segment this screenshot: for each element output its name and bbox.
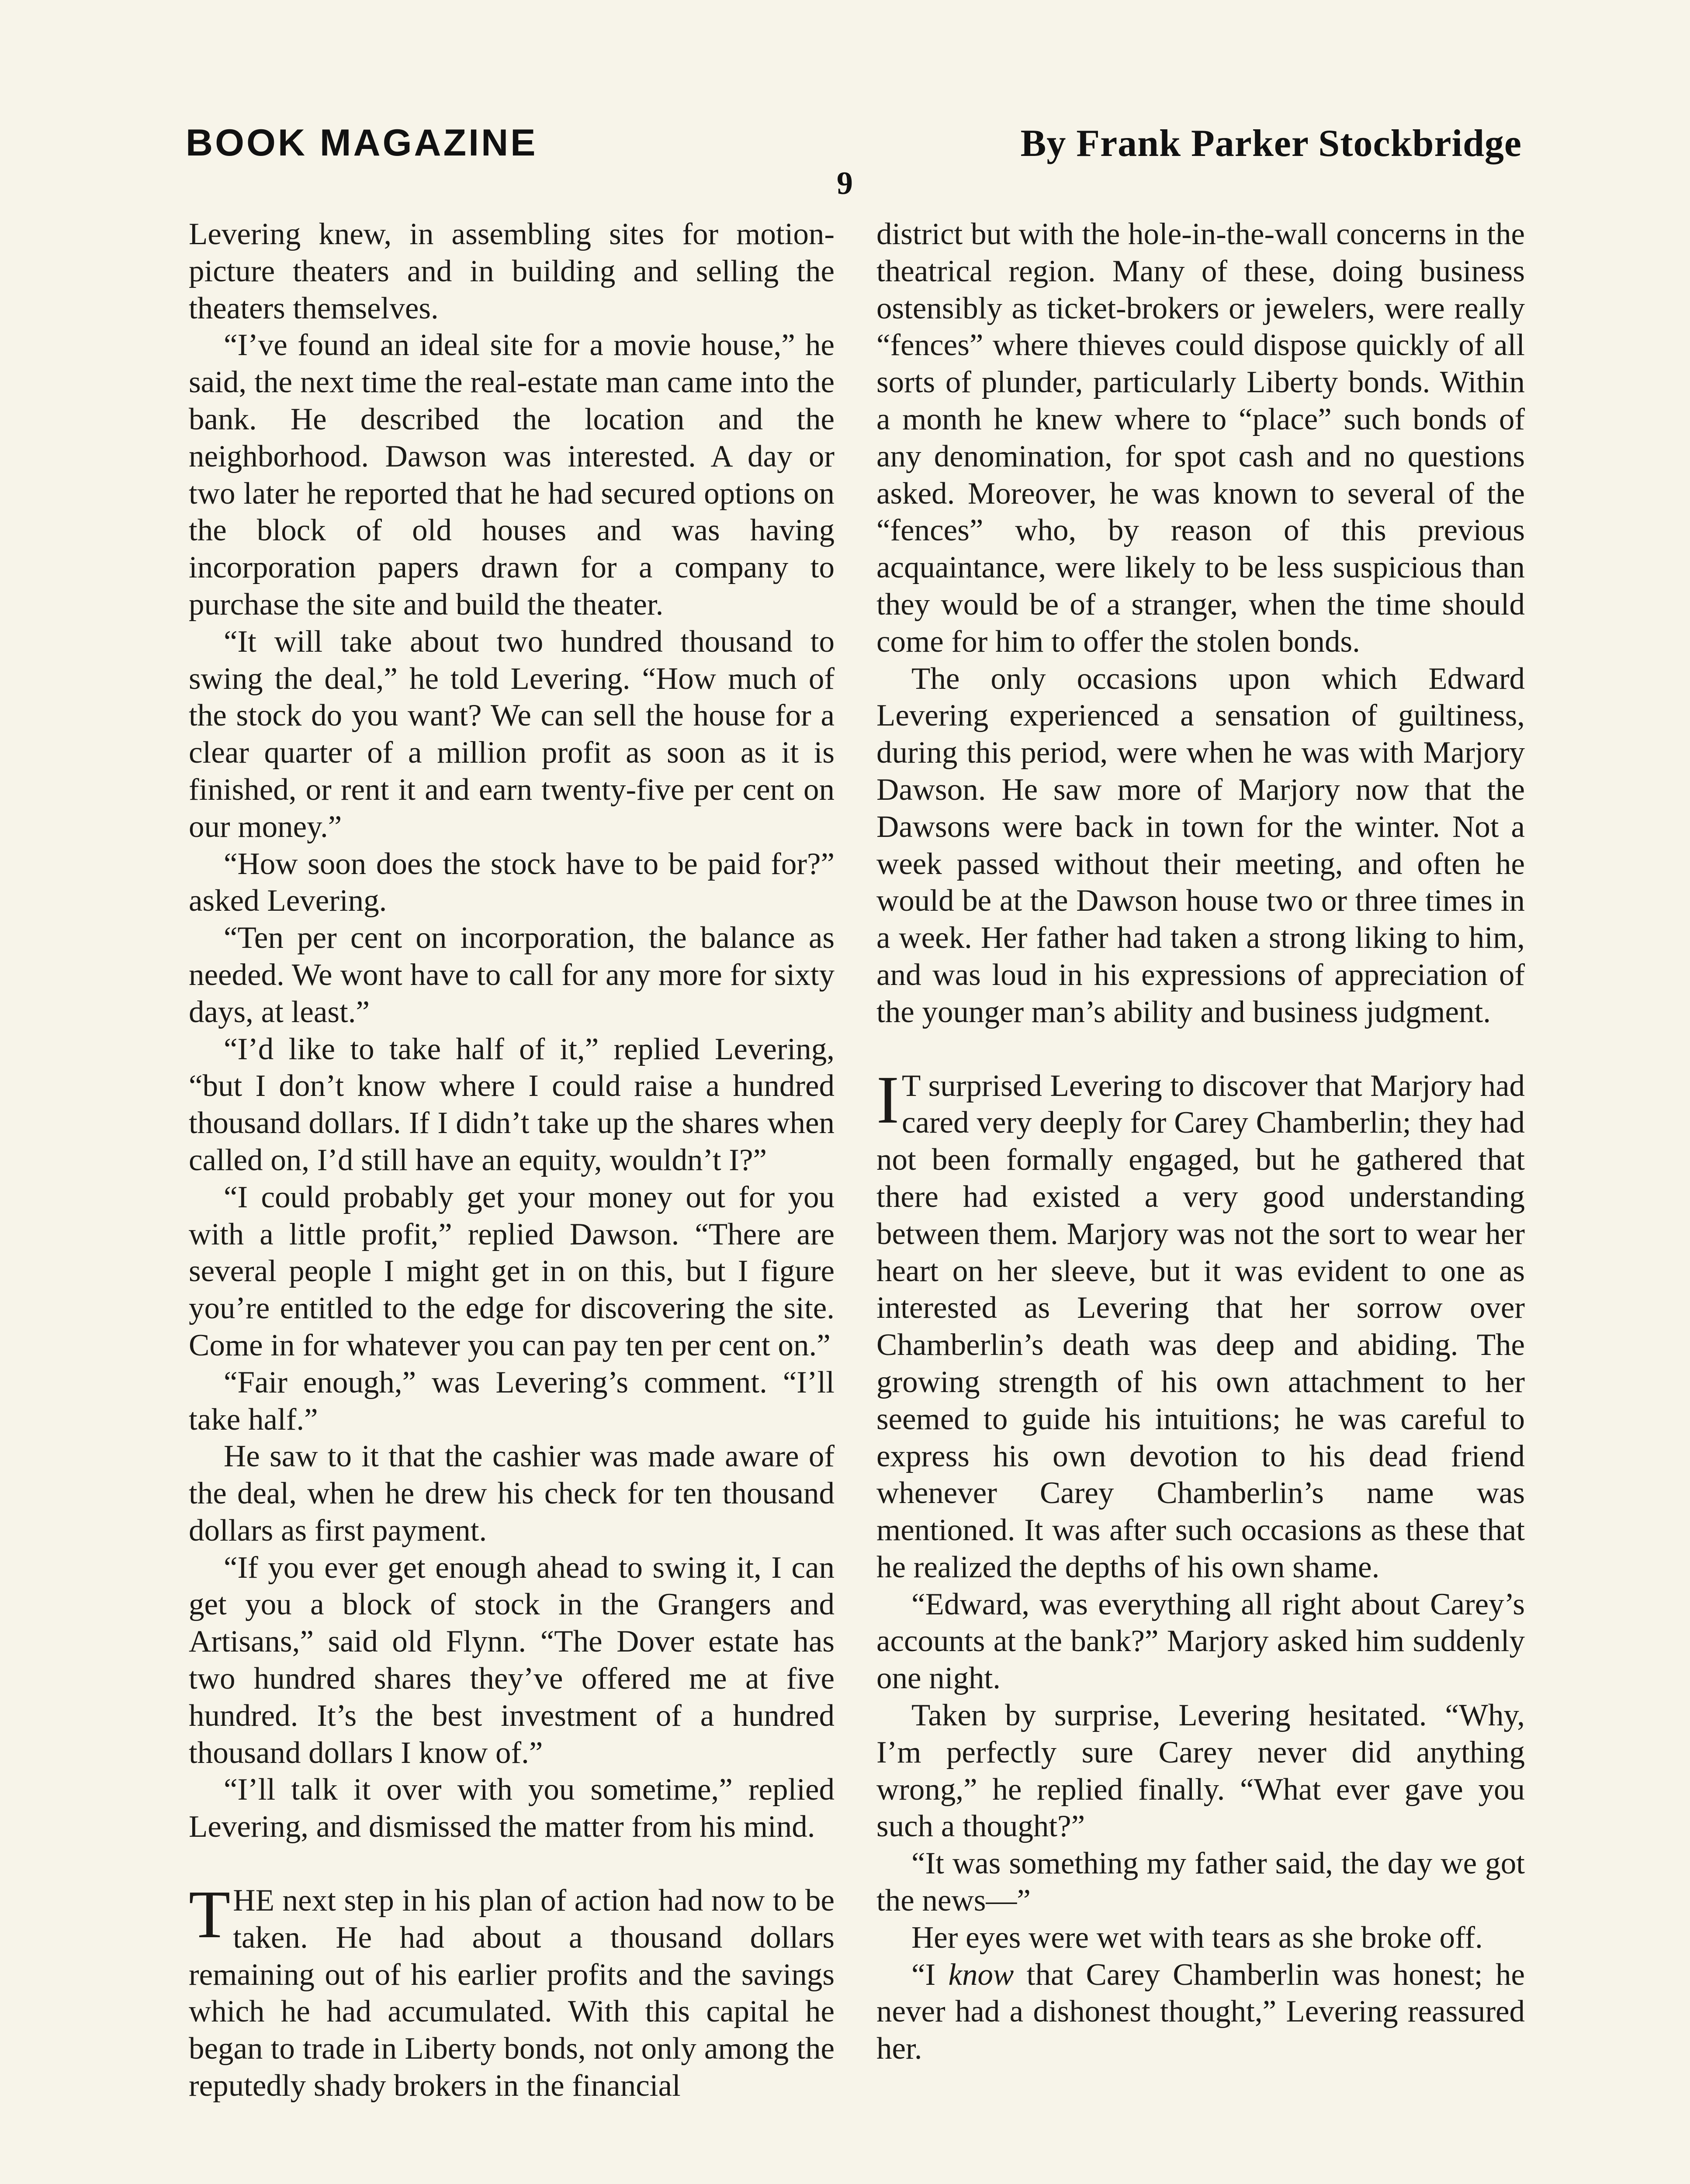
- drop-cap: I: [876, 1061, 899, 1137]
- author-byline: By Frank Parker Stockbridge: [1020, 122, 1522, 165]
- paragraph: “It will take about two hundred thousand to swing the deal,” he told Levering. “How much of the stock do you want? We can sell the house for a clear quarter of a million profit as soon as it is finished, or rent it and earn twenty-five per cent on our money.”: [189, 624, 835, 844]
- paragraph: “Fair enough,” was Levering’s comment. “I’ll take half.”: [189, 1365, 835, 1437]
- paragraph: “How soon does the stock have to be paid for?” asked Levering.: [189, 847, 835, 918]
- paragraph: He saw to it that the cashier was made aware of the deal, when he drew his check for ten thousand dollars as first payment.: [189, 1439, 835, 1548]
- left-column: [189, 216, 835, 2105]
- paragraph: “Ten per cent on incorporation, the balance as needed. We wont have to call for any more for sixty days, at least.”: [189, 921, 835, 1029]
- magazine-title: BOOK MAGAZINE: [186, 122, 538, 164]
- paragraph: “I’ll talk it over with you sometime,” replied Levering, and dismissed the matter from his mind.: [189, 1773, 835, 1844]
- paragraph: Taken by surprise, Levering hesitated. “Why, I’m perfectly sure Carey never did anything wrong,” he replied finally. “What ever gave you such a thought?”: [876, 1698, 1525, 1844]
- emphasis-text: know: [948, 1957, 1014, 1992]
- page-number: 9: [837, 166, 853, 201]
- paragraph: Her eyes were wet with tears as she broke off.: [911, 1920, 1483, 1955]
- paragraph: Levering knew, in assembling sites for motion-picture theaters and in building and selling the theaters themselves.: [189, 217, 835, 325]
- drop-cap: T: [189, 1876, 231, 1952]
- paragraph: [876, 1956, 1525, 2067]
- paragraph: The only occasions upon which Edward Levering experienced a sensation of guiltiness, during this period, were when he was with Marjory Dawson. He saw more of Marjory now that the Dawsons were back in town for the winter. Not a week passed without their meeting, and often he would be at the Dawson house two or three times in a week. Her father had taken a strong liking to him, and was loud in his expressions of appreciation of the younger man’s ability and business judgment.: [876, 661, 1525, 1029]
- paragraph-text: HE next step in his plan of action had now to be taken. He had about a thousand dollars remaining out of his earlier profits and the savings which he had accumulated. With this capital he began to trade in Liberty bonds, not only among the reputedly shady brokers in the financial: [189, 1883, 835, 2103]
- right-column: [876, 216, 1525, 2067]
- paragraph: “I could probably get your money out for you with a little profit,” replied Dawson. “There are several people I might get in on this, but I figure you’re entitled to the edge for discovering the site. Come in for whatever you can pay ten per cent on.”: [189, 1180, 835, 1362]
- paragraph: “I’ve found an ideal site for a movie house,” he said, the next time the real-estate man came into the bank. He described the location and the neighborhood. Dawson was interested. A day or two later he reported that he had secured options on the block of old houses and was having incorporation papers drawn for a company to purchase the site and build the theater.: [189, 328, 835, 622]
- paragraph-text: “I: [911, 1957, 949, 1992]
- paragraph: “If you ever get enough ahead to swing it, I can get you a block of stock in the Grangers and Artisans,” said old Flynn. “The Dover estate has two hundred shares they’ve offered me at five hundred. It’s the best investment of a hundred thousand dollars I know of.”: [189, 1550, 835, 1770]
- paragraph-text: T surprised Levering to discover that Marjory had cared very deeply for Carey Chamberlin; they had not been formally engaged, but he gathered that there had existed a very good understanding between them. Marjory was not the sort to wear her heart on her sleeve, but it was evident to one as interested as Levering that her sorrow over Chamberlin’s death was deep and abiding. The growing strength of his own attachment to her seemed to guide his intuitions; he was careful to express his own devotion to his dead friend whenever Carey Chamberlin’s name was mentioned. It was after such occasions as these that he realized the depths of his own shame.: [876, 1068, 1525, 1584]
- paragraph: “Edward, was everything all right about Carey’s accounts at the bank?” Marjory asked him suddenly one night.: [876, 1587, 1525, 1696]
- paragraph: “It was something my father said, the day we got the news—”: [876, 1846, 1525, 1918]
- paragraph: “I’d like to take half of it,” replied Levering, “but I don’t know where I could raise a hundred thousand dollars. If I didn’t take up the shares when called on, I’d still have an equity, wouldn’t I?”: [189, 1032, 835, 1177]
- section-opening-paragraph: [189, 1876, 835, 2105]
- paragraph-text: that Carey Chamberlin was honest; he never had a dishonest thought,” Levering reassured her.: [876, 1957, 1525, 2066]
- paragraph: district but with the hole-in-the-wall concerns in the theatrical region. Many of these, doing business ostensibly as ticket-brokers or jewelers, were really “fences” where thieves could dispose quickly of all sorts of plunder, particularly Liberty bonds. Within a month he knew where to “place” such bonds of any denomination, for spot cash and no questions asked. Moreover, he was known to several of the “fences” who, by reason of this previous acquaintance, were likely to be less suspicious than they would be of a stranger, when the time should come for him to offer the stolen bonds.: [876, 217, 1525, 659]
- section-opening-paragraph: [876, 1061, 1525, 1586]
